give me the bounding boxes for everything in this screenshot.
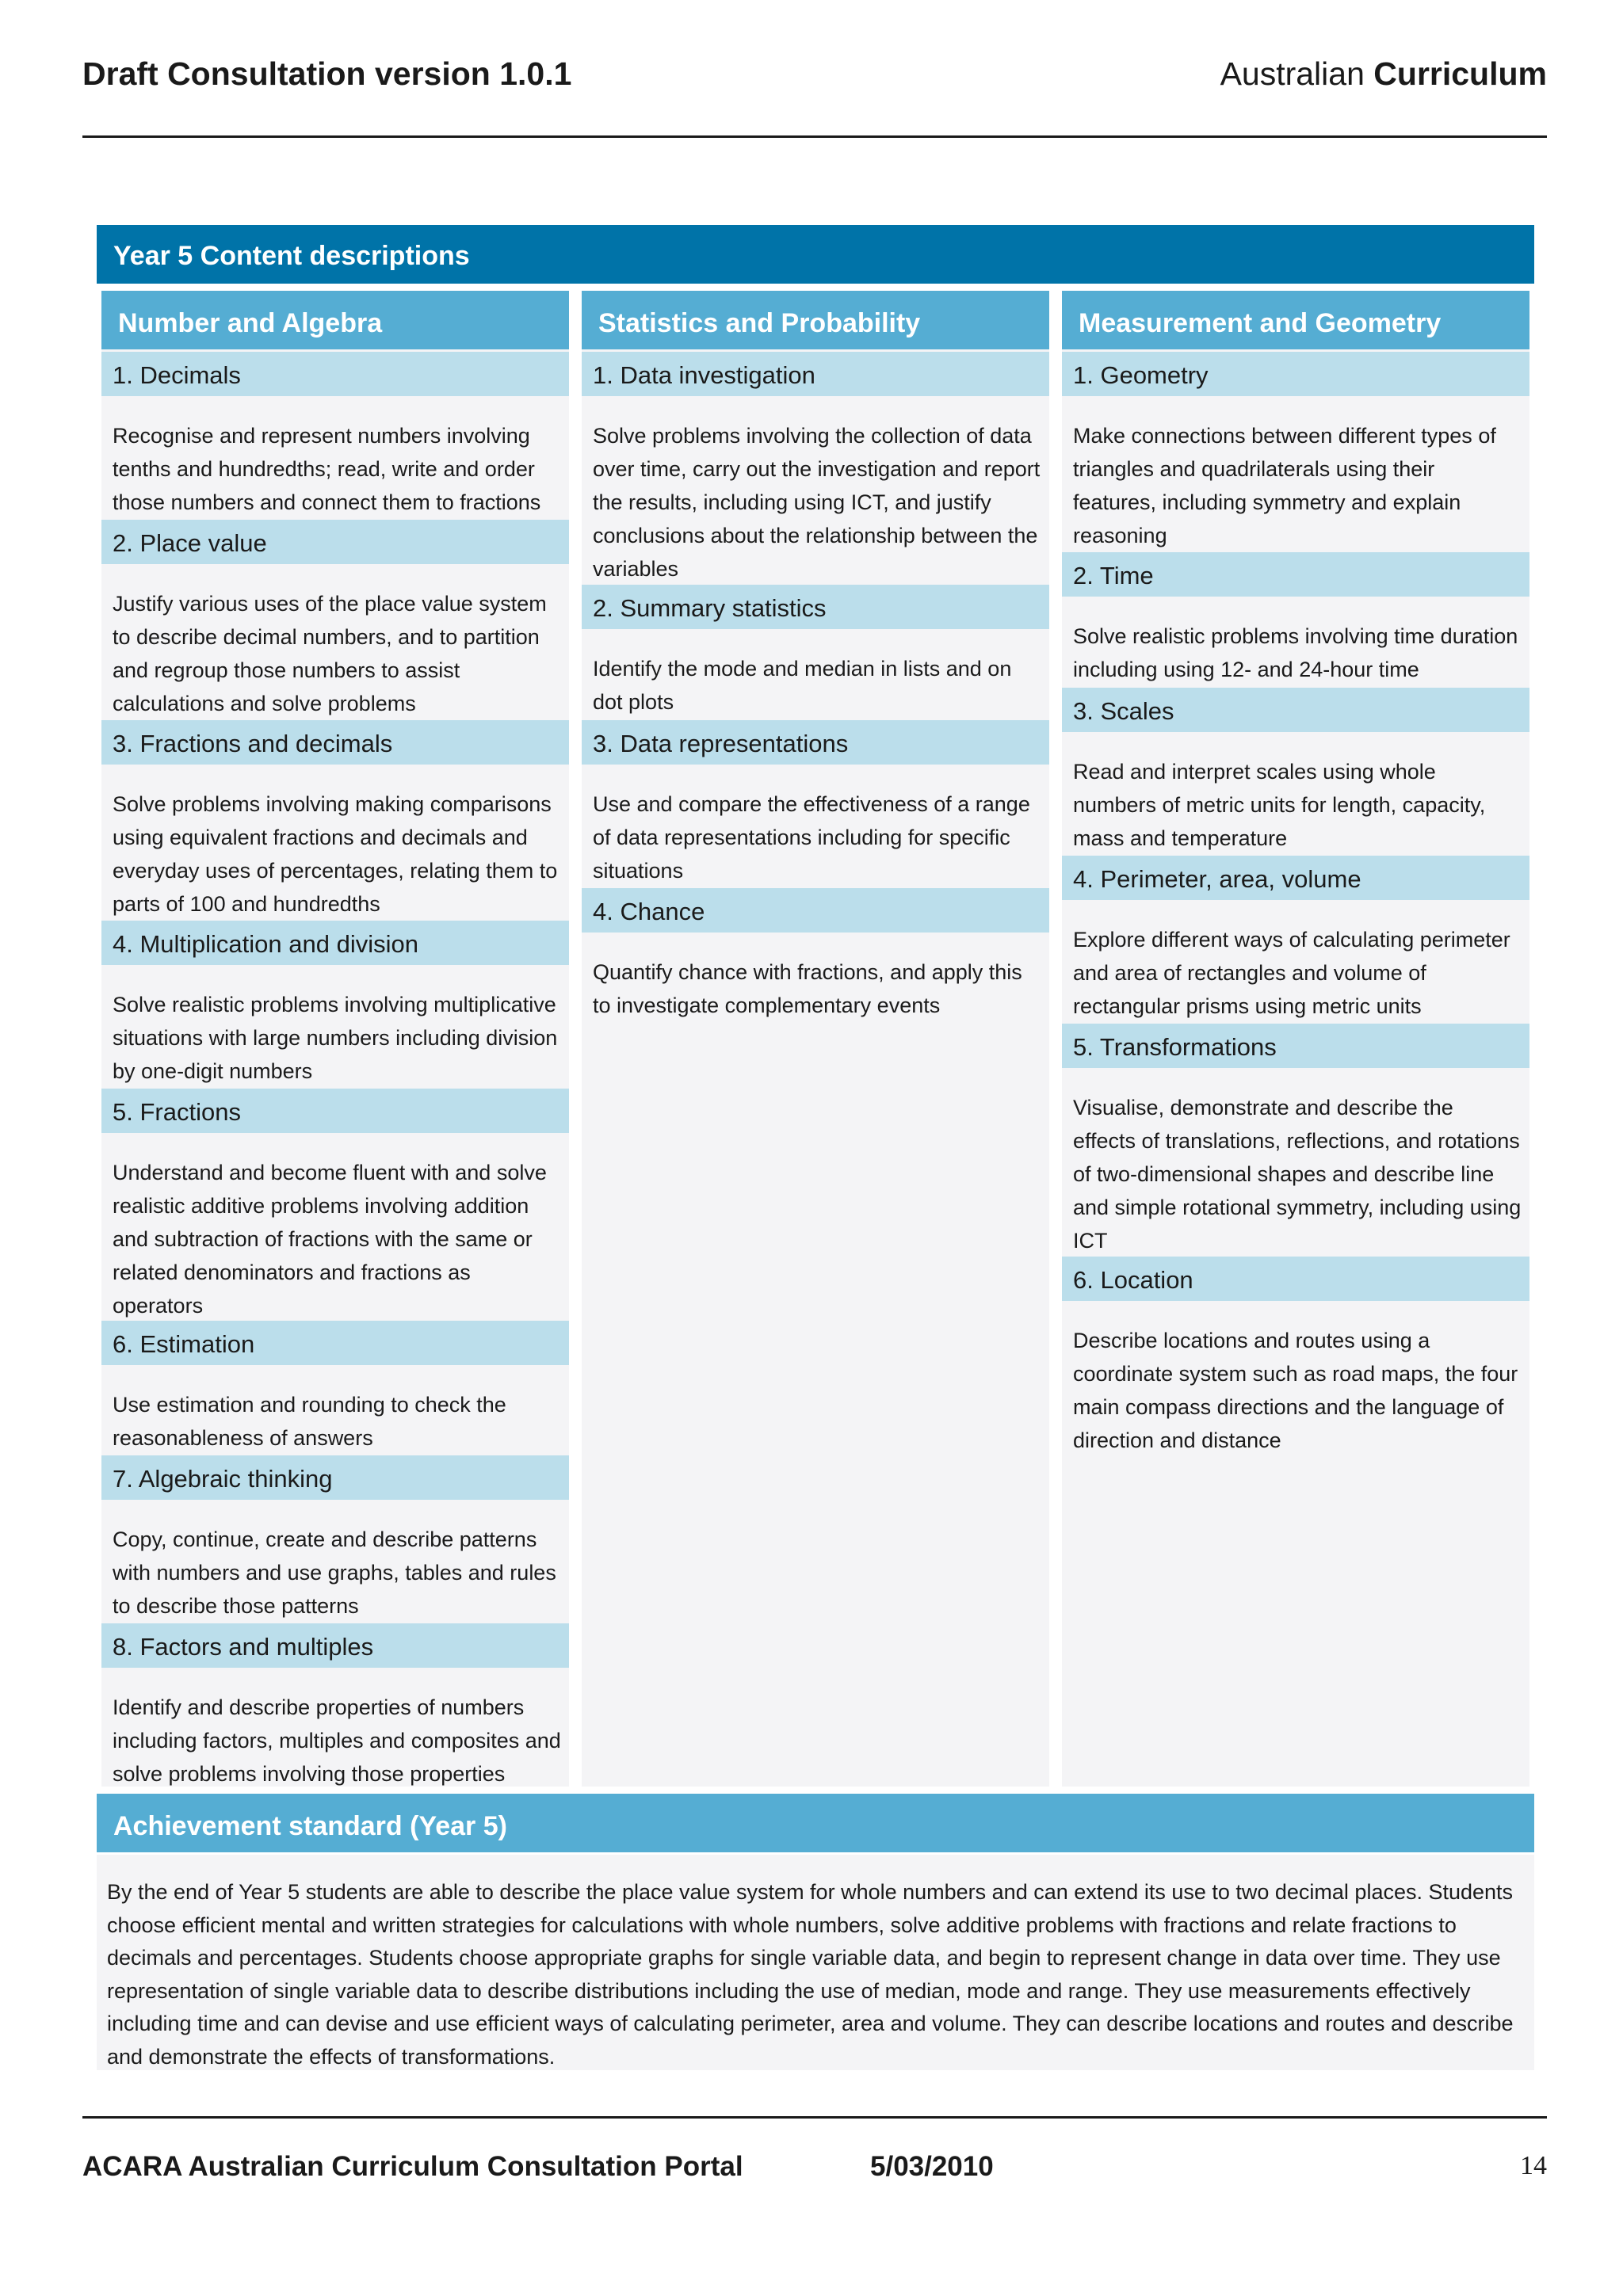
topic-title: 2. Time: [1062, 552, 1529, 597]
topic-title: 4. Multiplication and division: [101, 921, 569, 965]
topic-description: Read and interpret scales using whole numbers of metric units for length, capacity, mass and temperature: [1073, 760, 1486, 850]
column-heading: Measurement and Geometry: [1062, 291, 1529, 349]
column-heading: Statistics and Probability: [582, 291, 1049, 349]
header-rule: [82, 135, 1547, 138]
topic-description: Quantify chance with fractions, and apply this to investigate complementary events: [593, 960, 1022, 1017]
topic-description: Solve realistic problems involving time duration including using 12- and 24-hour time: [1073, 624, 1518, 681]
topic-description: Solve problems involving making comparisons using equivalent fractions and decimals and everyday uses of percentages, relating them to parts of 100 and hundredths: [113, 792, 558, 916]
topic-title: 6. Estimation: [101, 1321, 569, 1365]
column-number-and-algebra: [101, 291, 569, 1787]
topic-description: Explore different ways of calculating perimeter and area of rectangles and volume of rectangular prisms using metric units: [1073, 928, 1510, 1018]
topic-title: 5. Transformations: [1062, 1024, 1529, 1068]
topic-description: Describe locations and routes using a coordinate system such as road maps, the four main compass directions and the language of direction and distance: [1073, 1329, 1518, 1452]
page-header: [82, 55, 1547, 103]
topic-title: 7. Algebraic thinking: [101, 1455, 569, 1500]
topic-title: 8. Factors and multiples: [101, 1623, 569, 1668]
topic-title: 3. Data representations: [582, 720, 1049, 765]
topic-description: Identify and describe properties of numbers including factors, multiples and composites and solve problems involving those properties: [113, 1695, 561, 1786]
doc-version: Draft Consultation version 1.0.1: [82, 55, 572, 92]
column-measurement-and-geometry: [1062, 291, 1529, 1787]
topic-description: Solve problems involving the collection of data over time, carry out the investigation and report the results, including using ICT, and justify conclusions about the relationship between the variables: [593, 424, 1041, 581]
achievement-body: By the end of Year 5 students are able to describe the place value system for whole numbers and can extend its use to two decimal places. Students choose efficient mental and written strategies for calculations with whole numbers, solve additive problems with fractions and relate fractions to decimals and percentages. Students choose appropriate graphs for single variable data, and begin to represent change in data over time. They use representation of single variable data to describe distributions including the use of median, mode and range. They use measurements effectively including time and can devise and use efficient ways of calculating perimeter, area and volume. They can describe locations and routes and describe and demonstrate the effects of transformations.: [97, 1855, 1534, 2070]
topic-title: 6. Location: [1062, 1257, 1529, 1301]
column-heading: Number and Algebra: [101, 291, 569, 349]
topic-title: 1. Geometry: [1062, 352, 1529, 396]
topic-title: 4. Perimeter, area, volume: [1062, 856, 1529, 900]
brand-prefix: Australian: [1220, 55, 1365, 92]
topic-title: 1. Data investigation: [582, 352, 1049, 396]
content-title: Year 5 Content descriptions: [113, 241, 470, 271]
content-banner: [97, 225, 1534, 284]
topic-description: Understand and become fluent with and solve realistic additive problems involving addition and subtraction of fractions with the same or related denominators and fractions as operators: [113, 1161, 547, 1318]
topic-description: Visualise, demonstrate and describe the effects of translations, reflections, and rotations of two-dimensional shapes and describe line and simple rotational symmetry, including using ICT: [1073, 1096, 1522, 1253]
topic-description: Recognise and represent numbers involving tenths and hundredths; read, write and order those numbers and connect them to fractions: [113, 424, 541, 514]
achievement-title: Achievement standard (Year 5): [113, 1811, 507, 1841]
topic-description: Identify the mode and median in lists and on dot plots: [593, 657, 1012, 714]
achievement-banner: [97, 1794, 1534, 1852]
topic-title: 3. Fractions and decimals: [101, 720, 569, 765]
footer-portal: ACARA Australian Curriculum Consultation Portal: [82, 2151, 743, 2182]
brand-bold: Curriculum: [1373, 55, 1547, 92]
topic-title: 2. Place value: [101, 520, 569, 564]
footer-date: 5/03/2010: [870, 2151, 994, 2182]
topic-description: Justify various uses of the place value system to describe decimal numbers, and to partition and regroup those numbers to assist calculations and solve problems: [113, 592, 547, 715]
topic-title: 1. Decimals: [101, 352, 569, 396]
topic-description: Use estimation and rounding to check the reasonableness of answers: [113, 1393, 506, 1450]
brand: [1220, 55, 1547, 93]
topic-description: Make connections between different types of triangles and quadrilaterals using their features, including symmetry and explain reasoning: [1073, 424, 1496, 547]
topic-description: Copy, continue, create and describe patterns with numbers and use graphs, tables and rules to describe those patterns: [113, 1527, 556, 1618]
topic-title: 2. Summary statistics: [582, 585, 1049, 629]
topic-title: 4. Chance: [582, 888, 1049, 933]
column-statistics-and-probability: [582, 291, 1049, 1787]
topic-description: Use and compare the effectiveness of a range of data representations including for specific situations: [593, 792, 1030, 883]
page-number: 14: [1520, 2151, 1547, 2180]
topic-title: 5. Fractions: [101, 1089, 569, 1133]
topic-description: Solve realistic problems involving multiplicative situations with large numbers including division by one-digit numbers: [113, 993, 558, 1083]
footer-rule: [82, 2116, 1547, 2119]
topic-title: 3. Scales: [1062, 688, 1529, 732]
